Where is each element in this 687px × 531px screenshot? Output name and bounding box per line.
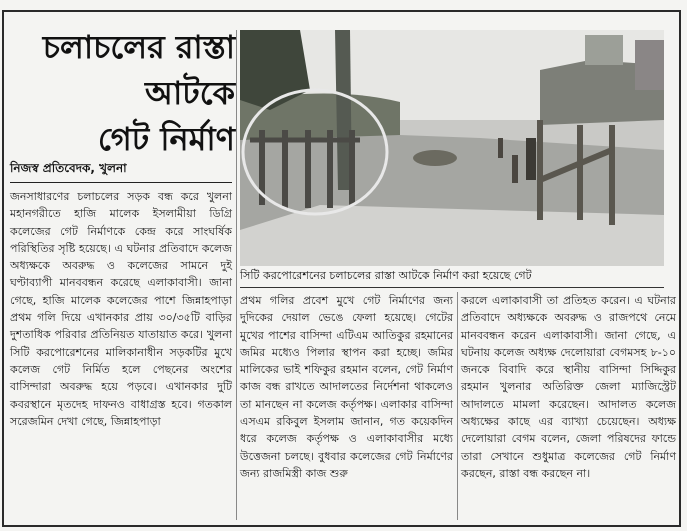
headline	[10, 24, 235, 162]
column-divider-1	[236, 30, 237, 520]
article-column-1	[10, 188, 232, 430]
news-photo	[240, 30, 664, 266]
headline-line-2: আটকে	[144, 74, 235, 112]
article-column-3	[461, 292, 676, 482]
photo-caption: সিটি করপোরেশনের চলাচলের রাস্তা আটকে নির্মাণ করা হয়েছে গেট	[240, 269, 532, 282]
column-3-text: করলে এলাকাবাসী তা প্রতিহত করেন। এ ঘটনার প্রতিবাদে অধ্যক্ষকে অবরুদ্ধ ও রাজপথে নেমে মানববন্ধন করেন এলাকাবাসী। জানা গেছে, এ ঘটনায় কলেজ অধ্যক্ষ দেলোয়ারা বেগমসহ ৮-১০ জনকে বিবাদি করে স্থানীয় বাসিন্দা সিদ্দিকুর রহমান খুলনার অতিরিক্ত জেলা ম্যাজিস্ট্রেট আদালতে মামলা করেছেন। আদালত কলেজ অধ্যক্ষের কাছে এর ব্যাখ্যা চেয়েছেন। অধ্যক্ষ দেলোয়ারা বেগম বলেন, জেলা পরিষদের ফান্ডে তারা সেখানে শুধুমাত্র কলেজের গেট নির্মাণ করছেন, রাস্তা বন্ধ করছেন না।	[461, 294, 676, 480]
headline-line-3: গেট নির্মাণ	[97, 120, 235, 158]
cropped-previous-article-strip	[0, 0, 687, 8]
column-divider-2	[457, 292, 458, 520]
caption-rule	[240, 287, 664, 288]
column-2-text: প্রথম গলির প্রবেশ মুখে গেট নির্মাণের জন্য দুদিকের দেয়াল ভেঙে ফেলা হয়েছে। গেটের মুখের পাশের বাসিন্দা এটিএম আতিকুর রহমানের জমির মধ্যেও পিলার স্থাপন করা হচ্ছে। জমির মালিকের ভাই শফিকুর রহমান বলেন, গেট নির্মাণ কাজ বন্ধ রাখতে আদালতের নির্দেশনা থাকলেও তা মানছেন না কলেজ কর্তৃপক্ষ। এলাকার বাসিন্দা এসএম রকিবুল ইসলাম জানান, গত কয়েকদিন ধরে কলেজ কর্তৃপক্ষ ও এলাকাবাসীর মধ্যে উত্তেজনা চলছে। বুধবার কলেজের গেট নির্মাণের জন্য রাজমিস্ত্রী কাজ শুরু	[240, 294, 453, 480]
byline-rule	[10, 182, 232, 183]
column-1-text: জনসাধারণের চলাচলের সড়ক বন্ধ করে খুলনা মহানগরীতে হাজি মালেক ইসলামীয়া ডিগ্রি কলেজের গেট নির্মাণকে কেন্দ্র করে সাংঘর্ষিক পরিস্থিতির সৃষ্টি হয়েছে। এ ঘটনার প্রতিবাদে কলেজ অধ্যক্ষকে অবরুদ্ধ ও কলেজের সামনে দুই ঘণ্টাব্যাপী মানববন্ধন করেছে এলাকাবাসী। জানা গেছে, হাজি মালেক কলেজের পাশে জিন্নাহপাড়া প্রথম গলি দিয়ে এখানকার প্রায় ৩০/৩৫টি বাড়ির দুশতাধিক পরিবার প্রতিনিয়ত যাতায়াত করে। খুলনা সিটি করপোরেশনের মালিকানাধীন সড়কটির মুখে কলেজ গেট নির্মিত হলে পেছনের অংশের বাসিন্দারা অবরুদ্ধ হয়ে পড়বে। এখানকার দুটি কবরস্থানে মৃতদেহ দাফনও বাধাগ্রস্ত হবে। গতকাল সরেজমিন দেখা গেছে, জিন্নাহপাড়া	[10, 190, 232, 428]
byline: নিজস্ব প্রতিবেদক, খুলনা	[10, 161, 127, 175]
photo-illustration	[240, 30, 664, 266]
article-column-2	[240, 292, 453, 482]
headline-line-1: চলাচলের রাস্তা	[42, 28, 235, 66]
